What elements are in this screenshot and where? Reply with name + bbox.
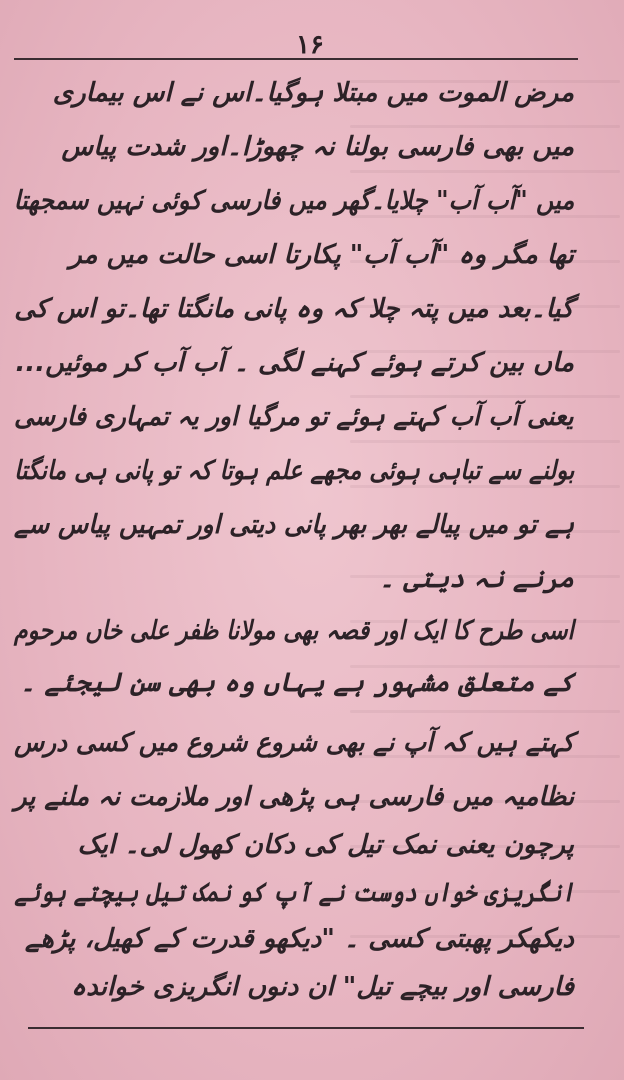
text-line: نظامیہ میں فارسی ہی پڑھی اور ملازمت نہ ملنے پر bbox=[14, 782, 574, 812]
footer-rule bbox=[28, 1027, 584, 1029]
text-line: مرض الموت میں مبتلا ہوگیا۔اس نے اس بیماری bbox=[52, 78, 574, 108]
text-line: انگریزی خواں دوست نے آپ کو نمک تیل بیچتے ہوئے bbox=[14, 878, 574, 908]
text-line: گیا۔بعد میں پتہ چلا کہ وہ پانی مانگتا تھا۔تو اس کی bbox=[14, 294, 574, 324]
text-line: یعنی آب آب کہتے ہوئے تو مرگیا اور یہ تمہاری فارسی bbox=[14, 402, 574, 432]
text-line: کہتے ہیں کہ آپ نے بھی شروع شروع میں کسی درس bbox=[14, 728, 574, 758]
text-line: بولنے سے تباہی ہوئی مجھے علم ہوتا کہ تو پانی ہی مانگتا bbox=[13, 456, 574, 486]
text-line: کے متعلق مشہور ہے یہاں وہ بھی سن لیجئے ۔ bbox=[20, 668, 574, 698]
text-line: پرچون یعنی نمک تیل کی دکان کھول لی۔ ایک bbox=[77, 830, 574, 860]
page-number: ۱۶ bbox=[296, 30, 324, 60]
text-line: میں "آب آب" چلایا۔گھر میں فارسی کوئی نہیں سمجھتا bbox=[13, 186, 574, 216]
header-rule bbox=[14, 58, 578, 60]
text-line: ہے تو میں پیالے بھر بھر پانی دیتی اور تمہیں پیاس سے bbox=[13, 510, 574, 540]
text-line: تھا مگر وہ "آب آب" پکارتا اسی حالت میں مر bbox=[69, 240, 574, 270]
text-line: اسی طرح کا ایک اور قصہ بھی مولانا ظفر علی خاں مرحوم bbox=[14, 616, 574, 646]
text-line: مرنے نہ دیتی ۔ bbox=[379, 564, 574, 594]
text-line: فارسی اور بیچے تیل" ان دنوں انگریزی خواندہ bbox=[70, 972, 574, 1002]
text-line: میں بھی فارسی بولنا نہ چھوڑا۔اور شدت پیاس bbox=[61, 132, 574, 162]
text-line: ماں بین کرتے ہوئے کہنے لگی ۔ آب آب کر موئیں... bbox=[15, 348, 574, 378]
text-line: دیکھکر پھبتی کسی ۔ "دیکھو قدرت کے کھیل، پڑھے bbox=[24, 924, 574, 954]
